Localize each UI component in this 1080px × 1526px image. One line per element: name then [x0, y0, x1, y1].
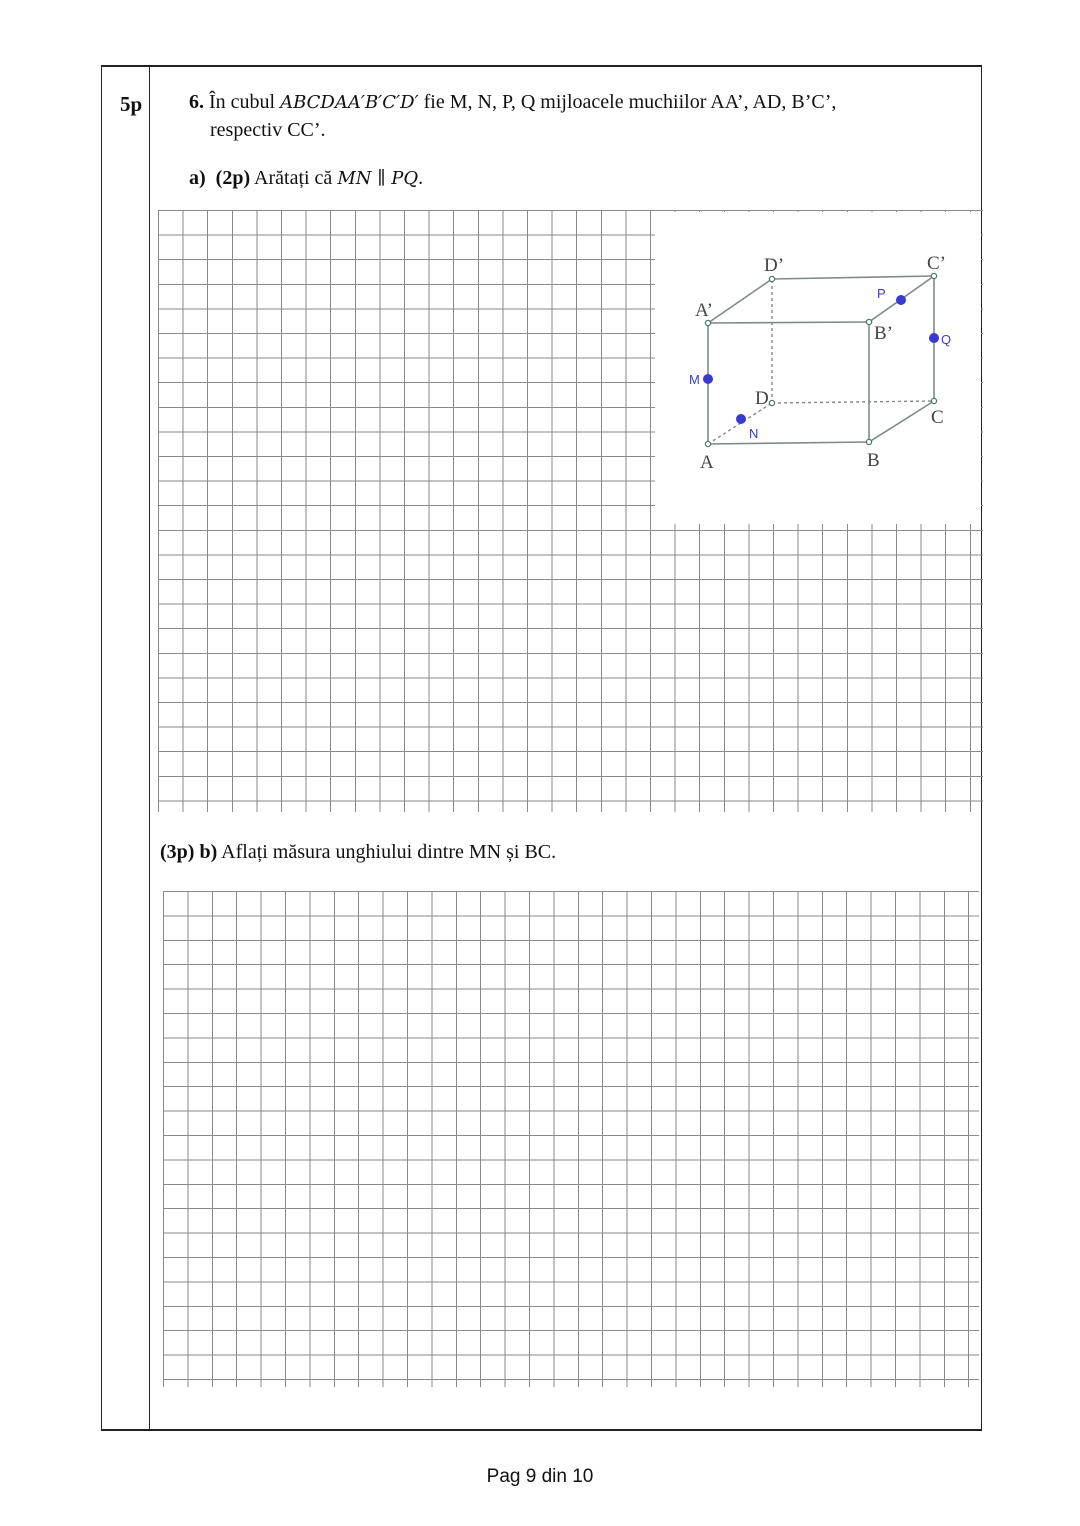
label-a: A — [700, 452, 714, 473]
table-left-border — [101, 65, 102, 1431]
label-a1: A’ — [695, 300, 713, 321]
table-top-border — [101, 65, 982, 67]
edge-a-b — [708, 442, 869, 444]
part-a-math: MN ∥ PQ — [337, 168, 419, 189]
part-a-text: Arătați că — [254, 167, 333, 189]
label-q: Q — [941, 332, 952, 347]
cube-diagram — [655, 212, 981, 524]
table-bottom-border — [101, 1429, 982, 1431]
vertex-b — [866, 439, 871, 444]
vertex-c — [931, 398, 936, 403]
label-d1: D’ — [764, 255, 785, 276]
part-b-points: (3p) — [160, 841, 195, 863]
page-footer: Pag 9 din 10 — [486, 1466, 594, 1487]
vertex-c1 — [931, 273, 936, 278]
points-badge: 5p — [120, 92, 143, 116]
midpoint-m — [703, 374, 713, 384]
edge-b-c — [869, 401, 934, 442]
label-m: M — [689, 372, 700, 387]
label-b1: B’ — [874, 323, 893, 344]
hidden-edge-d-c — [772, 401, 934, 403]
part-b-label: b) — [199, 841, 218, 863]
label-d: D — [755, 388, 769, 409]
problem-number: 6. — [189, 91, 204, 113]
problem-statement-line2: respectiv CC’. — [210, 119, 326, 141]
edge-a1-d1 — [708, 279, 772, 323]
cube-figure — [655, 212, 981, 524]
part-a-prompt — [189, 167, 423, 190]
vertex-d1 — [769, 276, 774, 281]
problem-statement-line1 — [189, 91, 836, 114]
intro-post: fie M, N, P, Q mijloacele muchiilor AA’, AD, B’C’, — [423, 91, 837, 113]
vertex-b1 — [866, 319, 871, 324]
cube-name: ABCDAA′B′C′D′ — [280, 92, 419, 113]
part-a-points: (2p) — [215, 167, 251, 189]
midpoint-p — [896, 295, 906, 305]
vertex-a1 — [705, 320, 710, 325]
answer-grid-b[interactable] — [163, 891, 979, 1387]
vertex-a — [705, 441, 710, 446]
part-b-prompt — [160, 841, 556, 864]
part-a-label: a) — [189, 167, 206, 189]
label-c1: C’ — [927, 253, 946, 274]
part-a-end: . — [418, 167, 424, 189]
label-n: N — [749, 426, 759, 441]
midpoint-n — [736, 414, 746, 424]
edge-a1-b1 — [708, 322, 869, 323]
label-p: P — [877, 286, 886, 301]
intro-pre: În cubul — [209, 91, 276, 113]
edge-d1-c1 — [772, 276, 934, 279]
part-b-text: Aflați măsura unghiului dintre MN și BC. — [221, 841, 557, 863]
label-b: B — [867, 450, 880, 471]
midpoint-q — [929, 333, 939, 343]
vertex-d — [769, 400, 774, 405]
points-column-divider — [149, 65, 150, 1431]
label-c: C — [931, 407, 944, 428]
